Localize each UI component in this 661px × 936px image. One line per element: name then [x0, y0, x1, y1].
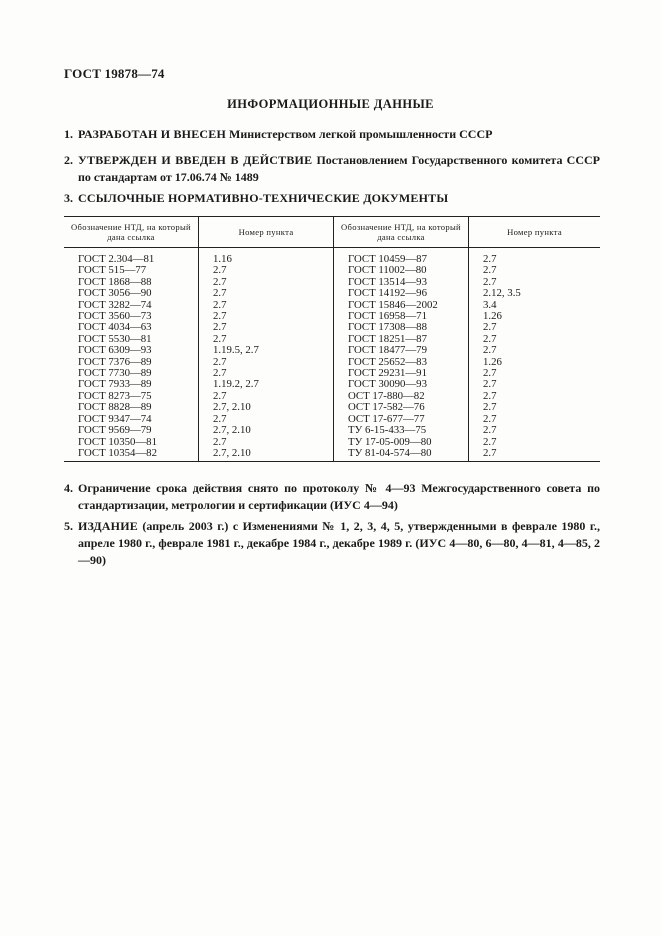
table-header-row — [64, 217, 600, 248]
clause-number: 2.7 — [469, 448, 601, 462]
ntd-designation: ТУ 6-15-433—75 — [334, 425, 469, 436]
info-item-5 — [64, 518, 600, 569]
clause-number: 2.7 — [483, 321, 497, 334]
header-designation-left: Обозначение НТД, на который дана ссылка — [64, 217, 199, 248]
table-row — [64, 345, 600, 356]
clause-number: 2.7 — [199, 277, 334, 288]
ntd-designation: ГОСТ 515—77 — [64, 265, 199, 276]
ntd-designation: ГОСТ 6309—93 — [64, 345, 199, 356]
clause-number: 2.7, 2.10 — [199, 448, 334, 462]
item-number: 3. — [64, 191, 73, 205]
clause-number: 2.7, 2.10 — [199, 425, 334, 436]
ntd-designation: ГОСТ 13514—93 — [334, 277, 469, 288]
clause-number: 2.7 — [199, 414, 334, 425]
ntd-designation: ГОСТ 9347—74 — [64, 414, 199, 425]
ntd-designation: ГОСТ 2.304—81 — [64, 248, 199, 266]
clause-number: 2.7 — [199, 265, 334, 276]
info-item-3 — [64, 190, 600, 207]
ntd-designation: ГОСТ 16958—71 — [334, 311, 469, 322]
ntd-designation: ТУ 81-04-574—80 — [334, 448, 469, 462]
ntd-designation: ГОСТ 5530—81 — [64, 334, 199, 345]
item-number: 1. — [64, 127, 73, 141]
clause-number: 2.7 — [483, 332, 497, 345]
clause-number: 2.7 — [483, 412, 497, 425]
header-clause-right: Номер пункта — [469, 217, 601, 248]
table-row — [64, 248, 600, 266]
item-text: Постановлением Государственного комитета СССР по стандартам от 17.06.74 № 1489 — [78, 153, 600, 184]
ntd-designation: ГОСТ 7376—89 — [64, 357, 199, 368]
clause-number: 2.7 — [483, 401, 497, 414]
clause-number: 2.7 — [199, 322, 334, 333]
clause-number: 2.7 — [483, 367, 497, 380]
item-number: 2. — [64, 153, 73, 167]
clause-number: 2.7 — [483, 389, 497, 402]
ntd-designation: ГОСТ 17308—88 — [334, 322, 469, 333]
clause-number: 3.4 — [483, 298, 497, 311]
clause-number: 2.7 — [483, 378, 497, 391]
ntd-designation: ГОСТ 10354—82 — [64, 448, 199, 462]
clause-number: 1.26 — [483, 355, 502, 368]
item-text: Министерством легкой промышленности СССР — [226, 127, 493, 141]
ntd-designation: ГОСТ 1868—88 — [64, 277, 199, 288]
ntd-designation: ГОСТ 25652—83 — [334, 357, 469, 368]
ntd-designation: ГОСТ 15846—2002 — [334, 300, 469, 311]
ntd-designation: ГОСТ 7730—89 — [64, 368, 199, 379]
info-item-2 — [64, 152, 600, 186]
item-number: 4. — [64, 481, 73, 495]
clause-number: 2.7 — [483, 275, 497, 288]
clause-number: 2.7 — [483, 264, 497, 277]
ntd-designation: ГОСТ 9569—79 — [64, 425, 199, 436]
info-item-4 — [64, 480, 600, 514]
clause-number: 1.16 — [199, 248, 334, 266]
clause-number: 1.19.5, 2.7 — [199, 345, 334, 356]
item-text: (апрель 2003 г.) с Изменениями № 1, 2, 3, 4, 5, утвержденными в феврале 1980 г., апреле 1980 г., феврале 1981 г., декабре 1984 г., декабре 1989 г. (ИУС 4—80, 6—80, 4—81, 4—85, 2—90) — [78, 519, 600, 567]
clause-number: 2.7 — [199, 357, 334, 368]
ntd-designation: ОСТ 17-880—82 — [334, 391, 469, 402]
clause-number: 2.7, 2.10 — [199, 402, 334, 413]
clause-number: 2.12, 3.5 — [483, 287, 521, 300]
item-lead: УТВЕРЖДЕН И ВВЕДЕН В ДЕЙСТВИЕ — [78, 153, 313, 167]
ntd-designation: ГОСТ 18477—79 — [334, 345, 469, 356]
clause-number: 2.7 — [483, 435, 497, 448]
table-row — [64, 425, 600, 436]
ntd-designation: ГОСТ 30090—93 — [334, 379, 469, 390]
clause-number: 2.7 — [199, 391, 334, 402]
clause-number: 2.7 — [199, 288, 334, 299]
clause-number: 2.7 — [199, 437, 334, 448]
ntd-designation: ГОСТ 8828—89 — [64, 402, 199, 413]
ntd-designation: ГОСТ 10350—81 — [64, 437, 199, 448]
ntd-designation: ГОСТ 18251—87 — [334, 334, 469, 345]
table-row — [64, 288, 600, 299]
ntd-designation: ГОСТ 3056—90 — [64, 288, 199, 299]
ntd-designation: ГОСТ 7933—89 — [64, 379, 199, 390]
ntd-designation: ГОСТ 29231—91 — [334, 368, 469, 379]
header-clause-left: Номер пункта — [199, 217, 334, 248]
ntd-designation: ТУ 17-05-009—80 — [334, 437, 469, 448]
ntd-designation: ОСТ 17-677—77 — [334, 414, 469, 425]
item-lead: ИЗДАНИЕ — [78, 519, 138, 533]
item-number: 5. — [64, 519, 73, 533]
header-designation-right: Обозначение НТД, на который дана ссылка — [334, 217, 469, 248]
ntd-designation: ОСТ 17-582—76 — [334, 402, 469, 413]
clause-number: 1.19.2, 2.7 — [199, 379, 334, 390]
clause-number: 2.7 — [199, 300, 334, 311]
clause-number: 2.7 — [483, 253, 497, 265]
ntd-designation: ГОСТ 3282—74 — [64, 300, 199, 311]
ntd-designation: ГОСТ 3560—73 — [64, 311, 199, 322]
document-code: ГОСТ 19878—74 — [64, 66, 165, 81]
item-lead: РАЗРАБОТАН И ВНЕСЕН — [78, 127, 227, 141]
clause-number: 2.7 — [199, 368, 334, 379]
table-row — [64, 448, 600, 462]
info-item-1 — [64, 126, 600, 143]
reference-documents-table — [64, 216, 600, 462]
item-text: Ограничение срока действия снято по протоколу № 4—93 Межгосударственного совета по стандартизации, метрологии и сертификации (ИУС 4—94) — [78, 481, 600, 512]
clause-number: 2.7 — [199, 334, 334, 345]
table-row — [64, 402, 600, 413]
ntd-designation: ГОСТ 11002—80 — [334, 265, 469, 276]
clause-number: 2.7 — [483, 344, 497, 357]
clause-number: 1.26 — [483, 310, 502, 323]
item-lead: ССЫЛОЧНЫЕ НОРМАТИВНО-ТЕХНИЧЕСКИЕ ДОКУМЕНТЫ — [78, 191, 449, 205]
ntd-designation: ГОСТ 4034—63 — [64, 322, 199, 333]
clause-number: 2.7 — [483, 424, 497, 437]
clause-number: 2.7 — [199, 311, 334, 322]
ntd-designation: ГОСТ 14192—96 — [334, 288, 469, 299]
ntd-designation: ГОСТ 10459—87 — [334, 248, 469, 266]
ntd-designation: ГОСТ 8273—75 — [64, 391, 199, 402]
section-title: ИНФОРМАЦИОННЫЕ ДАННЫЕ — [227, 97, 434, 111]
table-body — [64, 248, 600, 462]
